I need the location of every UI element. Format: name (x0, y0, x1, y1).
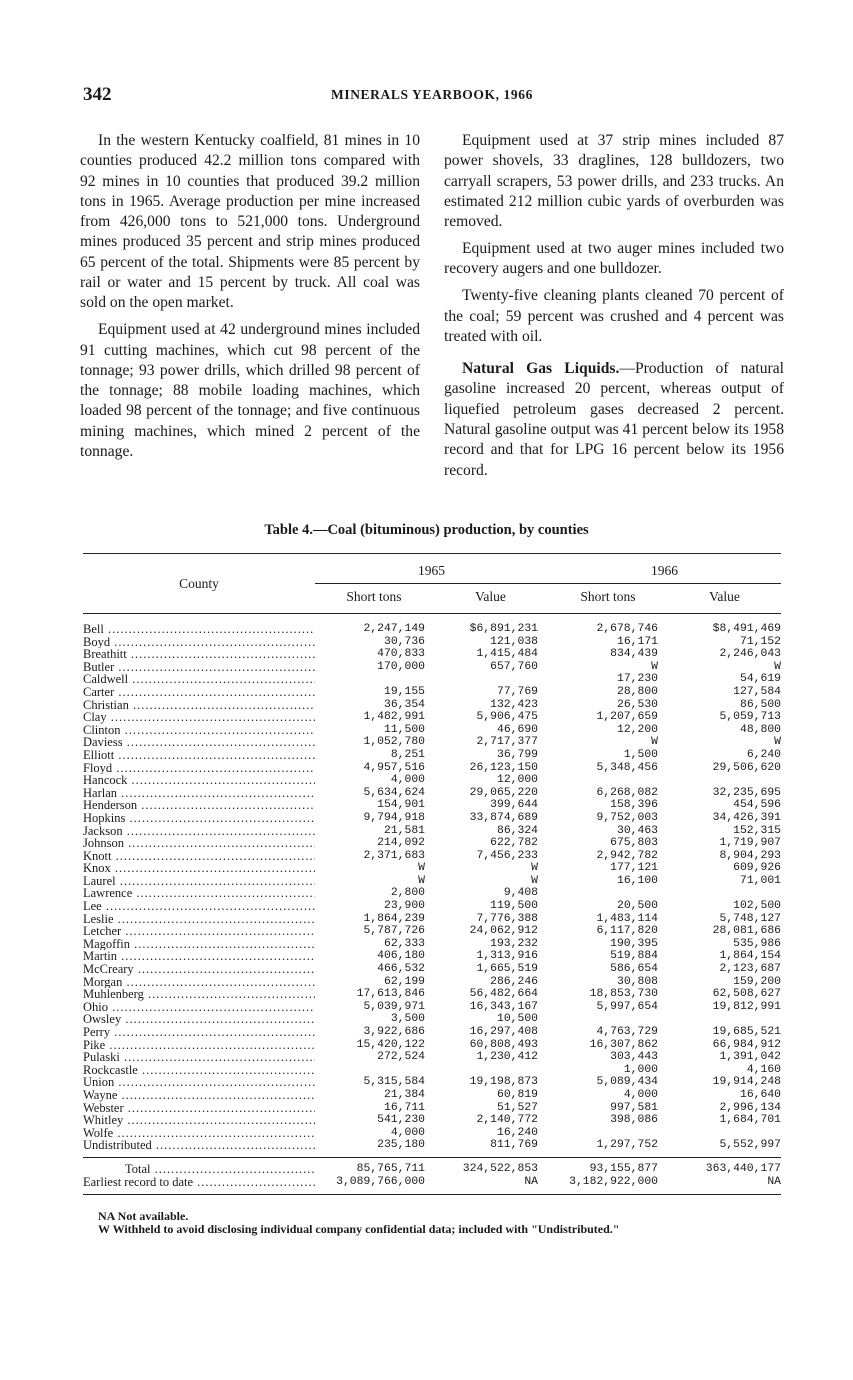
table-row (83, 1127, 781, 1140)
tons-1966: 158,396 (610, 799, 658, 812)
footnote-na: NA Not available. (98, 1209, 189, 1223)
total-value-1965: 324,522,853 (462, 1163, 538, 1175)
value-1966: 535,986 (733, 937, 781, 950)
value-1966: 32,235,695 (712, 786, 781, 799)
value-1965: $6,891,231 (469, 623, 538, 635)
county-name: Ohio ..... (83, 1001, 315, 1014)
tons-1965: 36,354 (383, 698, 425, 711)
value-1965: 1,313,916 (476, 950, 538, 963)
tons-1965: W (418, 874, 425, 887)
total-value-1966: 363,440,177 (705, 1163, 781, 1175)
table-rule (83, 613, 781, 614)
table-row (83, 900, 781, 913)
county-name: Morgan ..... (83, 976, 315, 989)
value-1966: 1,684,701 (719, 1114, 781, 1127)
value-1965: 622,782 (490, 837, 538, 850)
county-name: Butler ..... (83, 661, 315, 674)
text-column-right (444, 131, 784, 488)
tons-1966: 12,200 (616, 723, 658, 736)
county-name: Knox ..... (83, 862, 315, 875)
value-1966: 16,640 (739, 1088, 781, 1101)
table-row (83, 724, 781, 737)
table-row (83, 1114, 781, 1127)
value-1966: 5,059,713 (719, 711, 781, 724)
tons-1965: 154,901 (377, 799, 425, 812)
value-1965: 16,240 (496, 1126, 538, 1139)
value-1966: 1,864,154 (719, 950, 781, 963)
tons-1965: 470,833 (377, 648, 425, 661)
earliest-tons-1966: 3,182,922,000 (569, 1175, 658, 1188)
table-row (83, 636, 781, 649)
value-1966: 66,984,912 (712, 1038, 781, 1051)
table-row (83, 1051, 781, 1064)
table-row (83, 938, 781, 951)
column-header-short-tons-1966: Short tons (580, 589, 636, 604)
table-footnotes (98, 1210, 619, 1236)
table-totals (83, 1163, 781, 1188)
tons-1966: 26,530 (616, 698, 658, 711)
value-1966: 19,914,248 (712, 1076, 781, 1089)
county-name: Wolfe ..... (83, 1127, 315, 1140)
value-1965: 7,776,388 (476, 912, 538, 925)
county-name: Floyd ..... (83, 762, 315, 775)
table-row (83, 736, 781, 749)
value-1966: 34,426,391 (712, 811, 781, 824)
tons-1965: 4,000 (390, 774, 425, 787)
tons-1966: 2,678,746 (596, 623, 658, 635)
total-tons-1966: 93,155,877 (589, 1163, 658, 1175)
tons-1966: 177,121 (610, 862, 658, 875)
tons-1966: 1,483,114 (596, 912, 658, 925)
tons-1966: 30,463 (616, 824, 658, 837)
table-row (83, 1139, 781, 1152)
table-row (83, 976, 781, 989)
county-name: Webster ..... (83, 1102, 315, 1115)
value-1966: 62,508,627 (712, 988, 781, 1001)
tons-1965: 2,371,683 (363, 849, 425, 862)
county-name: Henderson ..... (83, 799, 315, 812)
tons-1965: 62,333 (383, 937, 425, 950)
tons-1965: 1,052,780 (363, 736, 425, 749)
earliest-tons-1965: 3,089,766,000 (336, 1175, 425, 1188)
value-1966: 5,748,127 (719, 912, 781, 925)
value-1965: 33,874,689 (469, 811, 538, 824)
table-row (83, 787, 781, 800)
county-name: Caldwell ..... (83, 673, 315, 686)
table-rule (83, 1194, 781, 1195)
value-1965: 51,527 (496, 1101, 538, 1114)
tons-1966: 18,853,730 (589, 988, 658, 1001)
value-1965: 29,065,220 (469, 786, 538, 799)
tons-1966: 586,654 (610, 963, 658, 976)
table-row (83, 774, 781, 787)
table-row (83, 799, 781, 812)
value-1965: 2,717,377 (476, 736, 538, 749)
table-row (83, 749, 781, 762)
county-name: Knott ..... (83, 850, 315, 863)
tons-1965: 272,524 (377, 1051, 425, 1064)
text-column-left (80, 131, 420, 469)
total-row (83, 1163, 781, 1176)
tons-1965: 5,315,584 (363, 1076, 425, 1089)
county-name: Clay ..... (83, 711, 315, 724)
value-1965: 16,343,167 (469, 1000, 538, 1013)
value-1965: 5,906,475 (476, 711, 538, 724)
value-1966: 71,152 (739, 635, 781, 648)
table-row (83, 1089, 781, 1102)
value-1965: 9,408 (503, 887, 538, 900)
county-name: Johnson ..... (83, 837, 315, 850)
tons-1965: 16,711 (383, 1101, 425, 1114)
table-row (83, 1039, 781, 1052)
county-name: Muhlenberg ..... (83, 988, 315, 1001)
county-name: Martin ..... (83, 950, 315, 963)
county-name: Carter ..... (83, 686, 315, 699)
tons-1965: 30,736 (383, 635, 425, 648)
paragraph: Equipment used at 37 strip mines included 87 power shovels, 33 draglines, 128 bulldozers, two carryall scrapers, 53 power drills, and 233 trucks. An estimated 212 million cubic yards of overburden was removed. (444, 132, 784, 231)
paragraph: Equipment used at 42 underground mines included 91 cutting machines, which cut 98 percent of the tonnage; 93 power drills, which drilled 98 percent of the tonnage; 88 mobile loading machines, which loaded 98 percent of the tonnage; and five continuous mining machines, which mined 2 percent of the tonnage. (80, 321, 420, 461)
tons-1966: 997,581 (610, 1101, 658, 1114)
table-row (83, 862, 781, 875)
county-name: Leslie ..... (83, 913, 315, 926)
value-1966: 28,081,686 (712, 925, 781, 938)
table-row (83, 686, 781, 699)
value-1965: 132,423 (490, 698, 538, 711)
tons-1966: W (651, 736, 658, 749)
tons-1965: 541,230 (377, 1114, 425, 1127)
page-number: 342 (83, 84, 112, 105)
tons-1966: 16,100 (616, 874, 658, 887)
tons-1966: 17,230 (616, 673, 658, 686)
tons-1965: 4,000 (390, 1126, 425, 1139)
paragraph: Twenty-five cleaning plants cleaned 70 percent of the coal; 59 percent was crushed and 4 percent was treated with oil. (444, 287, 784, 345)
value-1965: 1,230,412 (476, 1051, 538, 1064)
tons-1965: 3,922,686 (363, 1026, 425, 1038)
tons-1965: 466,532 (377, 963, 425, 976)
county-name: Union ..... (83, 1076, 315, 1089)
tons-1966: 1,000 (623, 1063, 658, 1076)
table-row (83, 1076, 781, 1089)
value-1965: 399,644 (490, 799, 538, 812)
value-1966: 8,904,293 (719, 849, 781, 862)
value-1965: 56,482,664 (469, 988, 538, 1001)
county-name: Wayne ..... (83, 1089, 315, 1102)
tons-1966: 5,089,434 (596, 1076, 658, 1089)
value-1966: 152,315 (733, 824, 781, 837)
tons-1966: 1,297,752 (596, 1139, 658, 1152)
county-name: Jackson ..... (83, 825, 315, 838)
value-1966: 127,584 (733, 685, 781, 698)
value-1966: 159,200 (733, 975, 781, 988)
table-row (83, 1013, 781, 1026)
county-name: Daviess ..... (83, 736, 315, 749)
county-name: Perry ..... (83, 1026, 315, 1039)
table-row (83, 875, 781, 888)
earliest-record-label: Earliest record to date ..... (83, 1176, 315, 1189)
tons-1966: 20,500 (616, 900, 658, 913)
county-name: Lee ..... (83, 900, 315, 913)
value-1965: 119,500 (490, 900, 538, 913)
tons-1965: 4,957,516 (363, 761, 425, 774)
tons-1966: 4,763,729 (596, 1026, 658, 1038)
county-name: Hancock ..... (83, 774, 315, 787)
tons-1966: 16,171 (616, 635, 658, 648)
table-row (83, 887, 781, 900)
county-name: Harlan ..... (83, 787, 315, 800)
value-1965: 657,760 (490, 660, 538, 673)
table-row (83, 661, 781, 674)
value-1966: 86,500 (739, 698, 781, 711)
table-row (83, 812, 781, 825)
table-row (83, 988, 781, 1001)
tons-1966: 1,500 (623, 748, 658, 761)
county-name: Breathitt ..... (83, 648, 315, 661)
tons-1966: 9,752,003 (596, 811, 658, 824)
tons-1965: 2,247,149 (363, 623, 425, 635)
county-name: Christian ..... (83, 699, 315, 712)
tons-1965: 2,800 (390, 887, 425, 900)
tons-1966: 2,942,782 (596, 849, 658, 862)
value-1965: 1,665,519 (476, 963, 538, 976)
county-name: Undistributed ..... (83, 1139, 315, 1152)
footnote-w: W Withheld to avoid disclosing individual company confidential data; included with "Undistributed." (98, 1222, 620, 1236)
value-1966: 1,719,907 (719, 837, 781, 850)
tons-1965: W (418, 862, 425, 875)
value-1966: 2,123,687 (719, 963, 781, 976)
value-1966: 29,506,620 (712, 761, 781, 774)
table-row (83, 925, 781, 938)
table-row (83, 699, 781, 712)
value-1966: 48,800 (739, 723, 781, 736)
tons-1966: 5,348,456 (596, 761, 658, 774)
value-1965: 46,690 (496, 723, 538, 736)
tons-1965: 5,634,624 (363, 786, 425, 799)
table-row (83, 913, 781, 926)
county-name: Whitley ..... (83, 1114, 315, 1127)
table-rule (315, 583, 781, 584)
table-row (83, 762, 781, 775)
value-1966: 609,926 (733, 862, 781, 875)
table-row (83, 1026, 781, 1039)
table-rule (83, 553, 781, 554)
column-header-year-1966: 1966 (651, 563, 678, 578)
value-1966: 2,996,134 (719, 1101, 781, 1114)
tons-1965: 406,180 (377, 950, 425, 963)
column-header-value-1965: Value (475, 589, 506, 604)
value-1965: W (531, 874, 538, 887)
table-row (83, 950, 781, 963)
county-name: Letcher ..... (83, 925, 315, 938)
county-name: Lawrence ..... (83, 887, 315, 900)
county-name: Magoffin ..... (83, 938, 315, 951)
section-run-in-body: —Production of natural gasoline increased 20 percent, whereas output of liquefied petroleum gases decreased 2 percent. Natural gasoline output was 41 percent below its 1958 record and that for LPG 16 percent below its 1956 record. (444, 360, 784, 479)
table-body (83, 623, 781, 1152)
tons-1966: 16,307,862 (589, 1038, 658, 1051)
tons-1966: 398,086 (610, 1114, 658, 1127)
value-1965: 86,324 (496, 824, 538, 837)
earliest-record-row (83, 1176, 781, 1189)
tons-1965: 23,900 (383, 900, 425, 913)
county-name: McCreary ..... (83, 963, 315, 976)
value-1966: 454,596 (733, 799, 781, 812)
value-1965: 2,140,772 (476, 1114, 538, 1127)
table-row (83, 825, 781, 838)
tons-1965: 5,787,726 (363, 925, 425, 938)
county-name: Owsley ..... (83, 1013, 315, 1026)
value-1965: 811,769 (490, 1139, 538, 1152)
table-row (83, 623, 781, 636)
value-1965: 10,500 (496, 1013, 538, 1026)
table-row (83, 837, 781, 850)
value-1965: W (531, 862, 538, 875)
value-1966: 4,160 (746, 1063, 781, 1076)
tons-1965: 19,155 (383, 685, 425, 698)
tons-1965: 9,794,918 (363, 811, 425, 824)
total-label: Total ..... (83, 1163, 315, 1176)
value-1966: 2,246,043 (719, 648, 781, 661)
value-1966: 19,685,521 (712, 1026, 781, 1038)
table-rule (83, 1157, 781, 1158)
value-1965: 60,808,493 (469, 1038, 538, 1051)
tons-1966: 675,803 (610, 837, 658, 850)
county-name: Elliott ..... (83, 749, 315, 762)
value-1965: 121,038 (490, 635, 538, 648)
paragraph: Equipment used at two auger mines included two recovery augers and one bulldozer. (444, 240, 784, 278)
tons-1966: 4,000 (623, 1088, 658, 1101)
tons-1965: 170,000 (377, 660, 425, 673)
tons-1965: 8,251 (390, 748, 425, 761)
value-1966: 71,001 (739, 874, 781, 887)
table-row (83, 1064, 781, 1077)
tons-1966: W (651, 660, 658, 673)
value-1966: 1,391,042 (719, 1051, 781, 1064)
tons-1965: 3,500 (390, 1013, 425, 1026)
value-1965: 286,246 (490, 975, 538, 988)
value-1965: 77,769 (496, 685, 538, 698)
tons-1965: 15,420,122 (356, 1038, 425, 1051)
table-row (83, 963, 781, 976)
tons-1966: 28,800 (616, 685, 658, 698)
tons-1966: 519,884 (610, 950, 658, 963)
value-1965: 24,062,912 (469, 925, 538, 938)
tons-1966: 6,117,820 (596, 925, 658, 938)
value-1965: 1,415,484 (476, 648, 538, 661)
section-run-in-heading: Natural Gas Liquids. (462, 360, 620, 378)
tons-1966: 1,207,659 (596, 711, 658, 724)
running-title: MINERALS YEARBOOK, 1966 (331, 87, 533, 102)
value-1966: 5,552,997 (719, 1139, 781, 1152)
value-1965: 7,456,233 (476, 849, 538, 862)
tons-1965: 11,500 (383, 723, 425, 736)
value-1965: 193,232 (490, 937, 538, 950)
paragraph: In the western Kentucky coalfield, 81 mines in 10 counties produced 42.2 million tons compared with 92 mines in 10 counties that produced 39.2 million tons in 1965. Average production per mine increased from 426,000 tons to 521,000 tons. Underground mines produced 35 percent and strip mines produced 65 percent of the total. Shipments were 85 percent by rail or water and 15 percent by truck. All coal was sold on the open market. (80, 132, 420, 312)
column-header-year-1965: 1965 (418, 563, 445, 578)
county-name: Pike ..... (83, 1039, 315, 1052)
tons-1965: 62,199 (383, 975, 425, 988)
value-1965: 26,123,150 (469, 761, 538, 774)
tons-1965: 5,039,971 (363, 1000, 425, 1013)
table-row (83, 850, 781, 863)
tons-1966: 834,439 (610, 648, 658, 661)
tons-1965: 1,864,239 (363, 912, 425, 925)
county-name: Clinton ..... (83, 724, 315, 737)
county-name: Bell ..... (83, 623, 315, 636)
earliest-value-1966: NA (767, 1175, 781, 1188)
value-1966: W (774, 660, 781, 673)
value-1965: 19,198,873 (469, 1076, 538, 1089)
tons-1966: 190,395 (610, 937, 658, 950)
column-header-value-1966: Value (709, 589, 740, 604)
tons-1965: 235,180 (377, 1139, 425, 1152)
value-1966: 54,619 (739, 673, 781, 686)
total-tons-1965: 85,765,711 (356, 1163, 425, 1175)
value-1966: 19,812,991 (712, 1000, 781, 1013)
tons-1965: 21,384 (383, 1088, 425, 1101)
county-name: Rockcastle ..... (83, 1064, 315, 1077)
tons-1966: 6,268,082 (596, 786, 658, 799)
value-1966: 6,240 (746, 748, 781, 761)
paragraph (444, 359, 784, 481)
page-header (83, 84, 781, 108)
value-1966: $8,491,469 (712, 623, 781, 635)
value-1965: 36,799 (496, 748, 538, 761)
table-row (83, 673, 781, 686)
earliest-value-1965: NA (524, 1175, 538, 1188)
tons-1966: 30,808 (616, 975, 658, 988)
table-row (83, 648, 781, 661)
tons-1965: 21,581 (383, 824, 425, 837)
county-name: Boyd ..... (83, 636, 315, 649)
value-1965: 16,297,408 (469, 1026, 538, 1038)
tons-1965: 214,092 (377, 837, 425, 850)
table-caption: Table 4.—Coal (bituminous) production, by counties (264, 522, 589, 538)
table-row (83, 1102, 781, 1115)
column-header-short-tons-1965: Short tons (346, 589, 402, 604)
county-name: Pulaski ..... (83, 1051, 315, 1064)
tons-1965: 17,613,846 (356, 988, 425, 1001)
table-row (83, 1001, 781, 1014)
county-name: Laurel ..... (83, 875, 315, 888)
column-header-county: County (179, 576, 219, 591)
county-name: Hopkins ..... (83, 812, 315, 825)
tons-1966: 303,443 (610, 1051, 658, 1064)
table-row (83, 711, 781, 724)
value-1965: 60,819 (496, 1088, 538, 1101)
tons-1966: 5,997,654 (596, 1000, 658, 1013)
value-1965: 12,000 (496, 774, 538, 787)
value-1966: 102,500 (733, 900, 781, 913)
value-1966: W (774, 736, 781, 749)
tons-1965: 1,482,991 (363, 711, 425, 724)
